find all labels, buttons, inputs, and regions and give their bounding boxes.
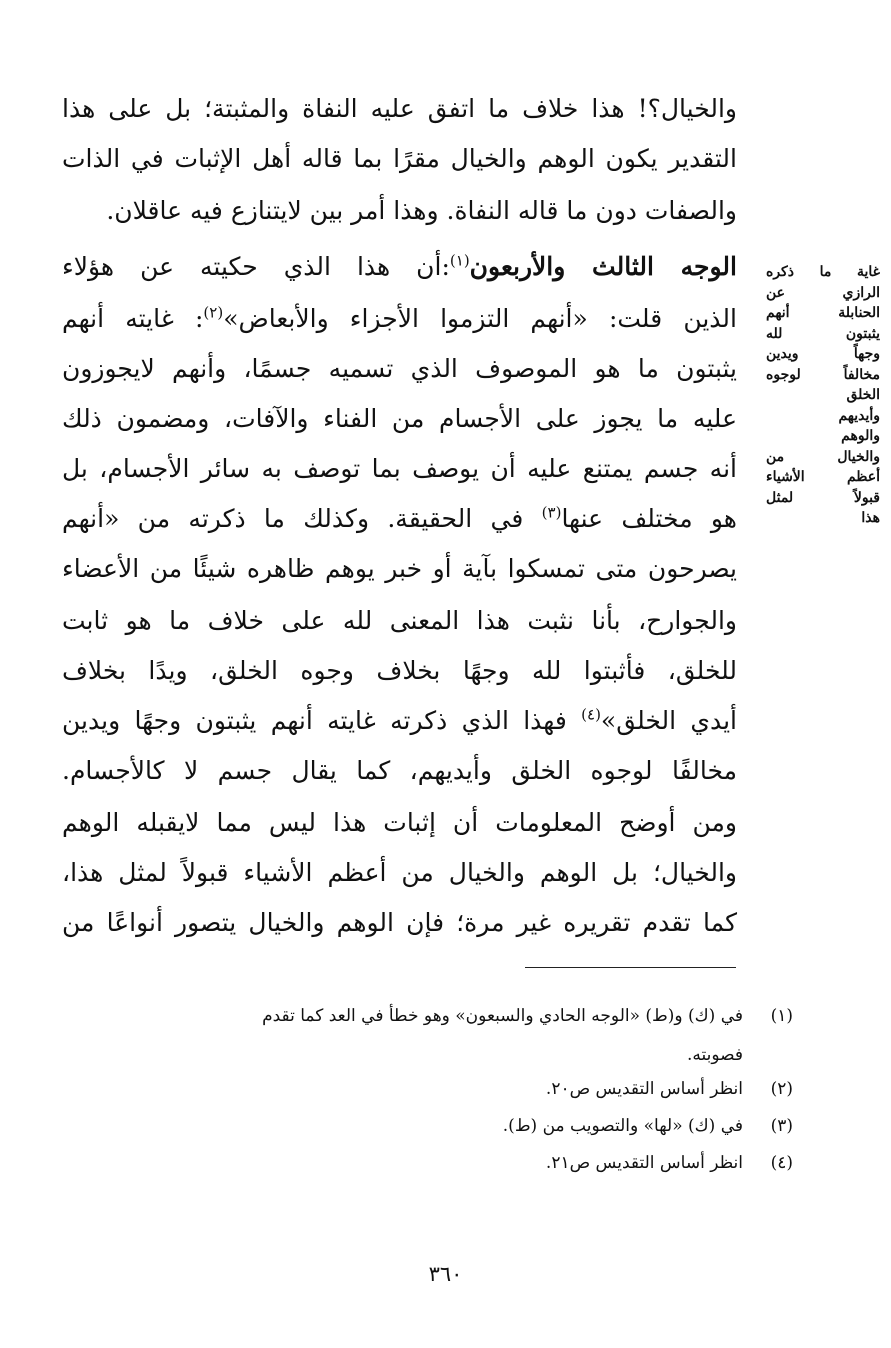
body-line-16: والخيال؛ بل الوهم والخيال من أعظم الأشياء قبولاً لمثل هذا، [62, 858, 737, 887]
margin-note [766, 262, 880, 529]
body-line-3: والصفات دون ما قاله النفاة. وهذا أمر بين لايتنازع فيه عاقلان. [106, 196, 737, 225]
body-line-11: والجوارح، بأنا نثبت هذا المعنى لله على خلاف ما هو ثابت [62, 606, 737, 635]
margin-note-line: والوهم [841, 428, 880, 444]
margin-note-line: يثبتون لله [766, 325, 880, 342]
body-line-5 [62, 292, 737, 346]
body-line-15: ومن أوضح المعلومات أن إثبات هذا ليس مما لايقبله الوهم [62, 808, 737, 837]
body-line-8: أنه جسم يمتنع عليه أن يوصف بما توصف به سائر الأجسام، بل [62, 454, 737, 483]
body-line-4 [62, 240, 737, 294]
margin-note-line: وأيديهم [838, 407, 880, 424]
margin-note-line: الحنابلة أنهم [766, 305, 880, 321]
margin-note-line: الخلق [846, 387, 880, 403]
footnote-1 [60, 1003, 793, 1029]
margin-note-line: والخيال من [766, 448, 880, 465]
footnote-3 [60, 1113, 793, 1139]
margin-note-line: أعظم الأشياء [766, 469, 880, 485]
footnote-marker-3: (٣) [541, 503, 562, 522]
footnote-text: في (ك) «لها» والتصويب من (ط). [502, 1116, 743, 1136]
footnote-marker-2: (٢) [203, 303, 224, 322]
body-line-1: والخيال؟! هذا خلاف ما اتفق عليه النفاة والمثبتة؛ بل على هذا [62, 94, 737, 123]
footnote-divider [525, 967, 736, 968]
footnote-number: (١) [770, 1006, 793, 1026]
body-line-12: للخلق، فأثبتوا لله وجهًا بخلاف وجوه الخلق، ويدًا بخلاف [62, 656, 737, 685]
footnote-1-continuation: فصوبته. [686, 1045, 743, 1065]
body-line-10: يصرحون متى تمسكوا بآية أو خبر يوهم ظاهره شيئًا من الأعضاء [62, 554, 737, 583]
footnote-marker-4: (٤) [581, 705, 601, 724]
body-line-13-text-a: أيدي الخلق» [600, 706, 737, 735]
body-line-14: مخالفًا لوجوه الخلق وأيديهم، كما يقال جسم لا كالأجسام. [62, 756, 737, 785]
footnote-number: (٣) [770, 1116, 793, 1136]
body-line-9-text-b: في الحقيقة. وكذلك ما ذكرته من «أنهم [62, 504, 542, 533]
margin-note-line: وجهاً ويدين [766, 346, 880, 362]
body-line-9 [62, 492, 737, 546]
page-number: ٣٦٠ [428, 1262, 463, 1286]
body-line-2: التقدير يكون الوهم والخيال مقرًا بما قاله أهل الإثبات في الذات [62, 144, 737, 173]
footnote-text: انظر أساس التقديس ص٢٠. [545, 1079, 743, 1099]
footnote-text: في (ك) و(ط) «الوجه الحادي والسبعون» وهو خطأ في العد كما تقدم [262, 1006, 743, 1026]
margin-note-line: مخالفاً لوجوه [766, 366, 880, 383]
body-line-4-text: :أن هذا الذي حكيته عن هؤلاء [62, 252, 450, 281]
body-line-6: يثبتون ما هو الموصوف الذي تسميه جسمًا، وأنهم لايجوزون [62, 354, 737, 383]
body-line-9-text-a: هو مختلف عنها [561, 504, 737, 533]
body-line-5-text-a: الذين قلت: «أنهم التزموا الأجزاء والأبعاض» [223, 304, 737, 333]
footnote-4 [60, 1150, 793, 1176]
body-line-5-text-b: : غايته أنهم [62, 304, 204, 333]
body-line-13-text-b: فهذا الذي ذكرته غايته أنهم يثبتون وجهًا ويدين [62, 706, 582, 735]
margin-note-line: قبولاً لمثل [766, 489, 880, 506]
footnote-2 [60, 1076, 793, 1102]
body-line-17: كما تقدم تقريره غير مرة؛ فإن الوهم والخيال يتصور أنواعًا من [62, 908, 737, 937]
footnote-number: (٢) [770, 1079, 793, 1099]
footnote-marker-1: (١) [449, 251, 470, 270]
margin-note-line: هذا [861, 510, 880, 526]
body-line-13 [62, 694, 737, 748]
footnote-text: انظر أساس التقديس ص٢١. [545, 1153, 743, 1173]
margin-note-line: الرازي عن [766, 284, 880, 301]
margin-note-line: غاية ما ذكره [766, 264, 880, 280]
footnote-number: (٤) [770, 1153, 793, 1173]
section-heading: الوجه الثالث والأربعون [469, 252, 737, 281]
body-line-7: عليه ما يجوز على الأجسام من الفناء والآفات، ومضمون ذلك [62, 404, 737, 433]
